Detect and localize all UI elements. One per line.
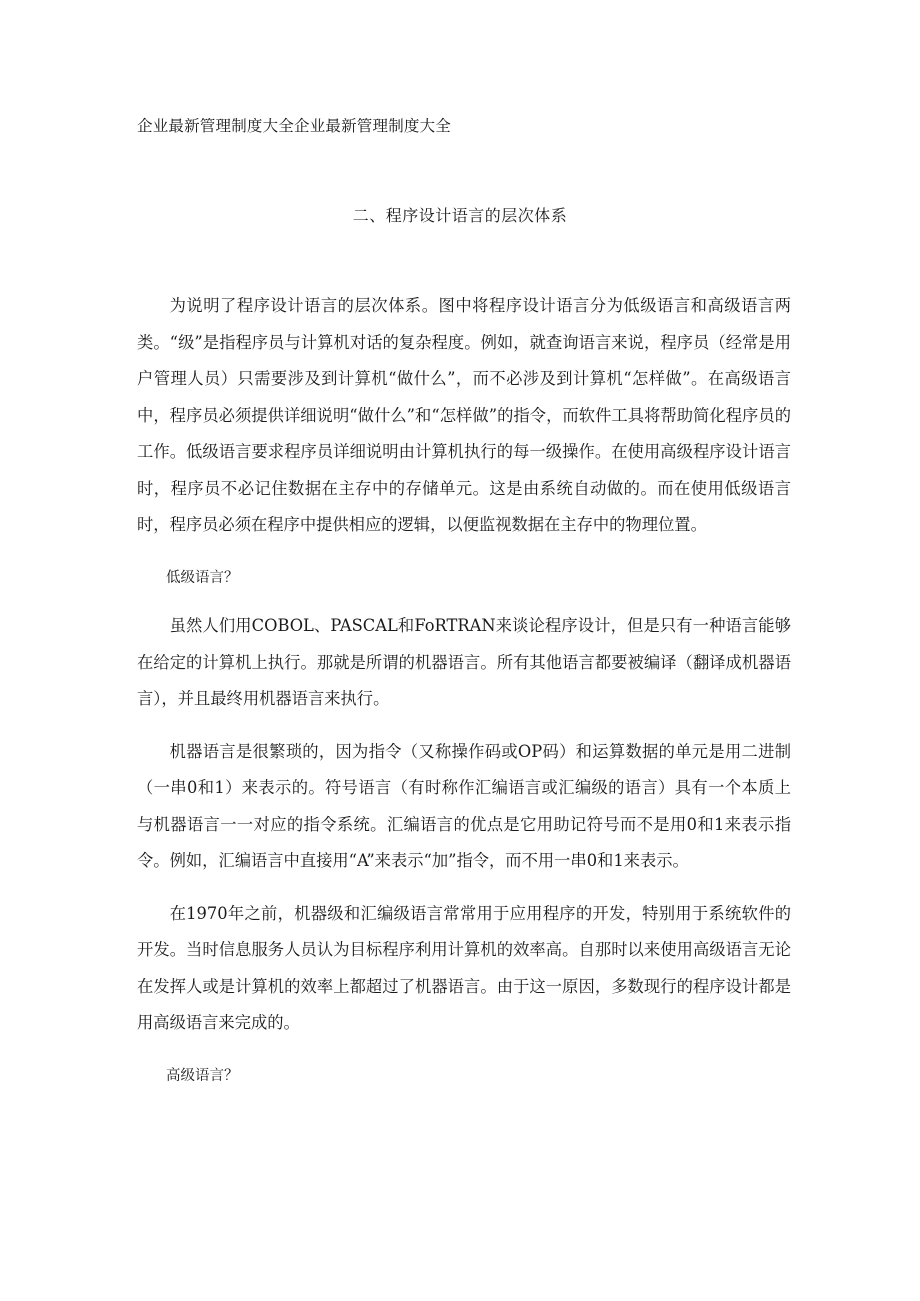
section-title: 二、程序设计语言的层次体系 [352,206,568,225]
subheading-low-level: 低级语言？ [166,569,239,586]
assembly-language-paragraph: 机器语言是很繁琐的，因为指令（又称操作码或OP码）和运算数据的单元是用二进制（一串0和1）来表示的。符号语言（有时称作汇编语言或汇编级的语言）具有一个本质上与机器语言一一对应的指令系统。汇编语言的优点是它用助记符号而不是用0和1来表示指令。例如，汇编语言中直接用“A”来表示“加”指令，而不用一串0和1来表示。 [137,741,791,870]
document-body [137,288,791,1106]
subheading-high-level: 高级语言？ [166,1067,239,1084]
intro-paragraph: 为说明了程序设计语言的层次体系。图中将程序设计语言分为低级语言和高级语言两类。“级”是指程序员与计算机对话的复杂程度。例如，就查询语言来说，程序员（经常是用户管理人员）只需要涉及到计算机“做什么”，而不必涉及到计算机“怎样做”。在高级语言中，程序员必须提供详细说明“做什么”和“怎样做”的指令，而软件工具将帮助简化程序员的工作。低级语言要求程序员详细说明由计算机执行的每一级操作。在使用高级程序设计语言时，程序员不必记住数据在主存中的存储单元。这是由系统自动做的。而在使用低级语言时，程序员必须在程序中提供相应的逻辑，以便监视数据在主存中的物理位置。 [137,296,791,534]
page-header: 企业最新管理制度大全企业最新管理制度大全 [137,117,452,135]
history-paragraph: 在1970年之前，机器级和汇编级语言常常用于应用程序的开发，特别用于系统软件的开发。当时信息服务人员认为目标程序利用计算机的效率高。自那时以来使用高级语言无论在发挥人或是计算机的效率上都超过了机器语言。由于这一原因，多数现行的程序设计都是用高级语言来完成的。 [137,903,791,1032]
machine-language-paragraph: 虽然人们用COBOL、PASCAL和FoRTRAN来谈论程序设计，但是只有一种语言能够在给定的计算机上执行。那就是所谓的机器语言。所有其他语言都要被编译（翻译成机器语言），并且最终用机器语言来执行。 [137,616,791,708]
